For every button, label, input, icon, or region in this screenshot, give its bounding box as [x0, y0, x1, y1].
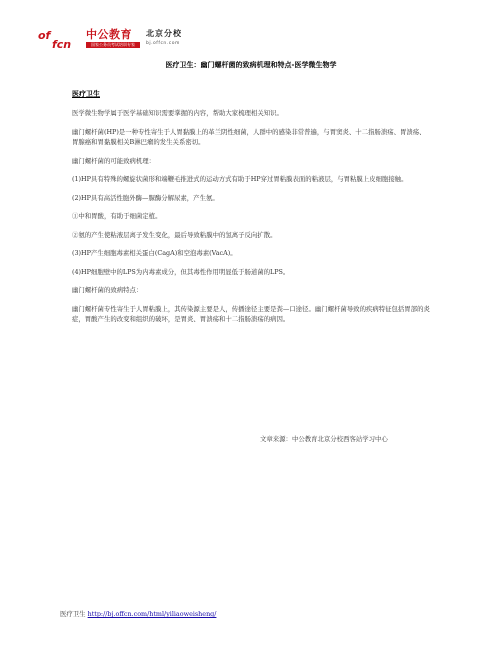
document-body	[72, 108, 430, 333]
paragraph: 幽门螺杆菌的致病特点：	[72, 286, 143, 294]
section-heading[interactable]: 医疗卫生	[72, 89, 100, 98]
offcn-logo-icon	[38, 29, 84, 49]
article-source: 文章来源：中公教育北京分校西客站学习中心	[260, 435, 388, 443]
document-title: 医疗卫生：幽门螺杆菌的致病机理和特点-医学微生物学	[165, 60, 337, 69]
paragraph: 医学微生物学属于医学基础知识需要掌握的内容，帮助大家梳理相关知识。	[72, 109, 283, 117]
footer-label: 医疗卫生	[60, 610, 88, 618]
brand-tagline: 国家公务员考试培训专家	[86, 42, 140, 48]
paragraph: (3)HP产生细胞毒素相关蛋白(CagA)和空泡毒素(VacA)。	[72, 249, 237, 257]
svg-text:of: of	[38, 29, 51, 42]
paragraph: 幽门螺杆菌专性寄生于人胃粘膜上，其传染源主要是人，传播途径主要是粪—口途径。幽门螺杆菌导致的疾病特征包括胃部的炎症，胃酸产生的改变和组织的破坏，是胃炎、胃溃疡和十二指肠溃疡的病因。	[72, 304, 430, 323]
brand-name: 中公教育	[86, 28, 132, 41]
paragraph: (2)HP具有高活性胞外酶—脲酶分解尿素，产生氨。	[72, 193, 219, 202]
paragraph: (4)HP细胞壁中的LPS为内毒素成分，但其毒性作用明显低于肠道菌的LPS。	[72, 267, 290, 276]
footer-link[interactable]: http://bj.offcn.com/html/yiliaoweisheng/	[87, 610, 217, 618]
paragraph: 幽门螺杆菌(HP)是一种专性寄生于人胃黏膜上的革兰阴性细菌，人群中的感染非常普遍，与胃窦炎、十二指肠溃疡、胃溃疡、胃腺癌和胃黏膜相关B淋巴瘤的发生关系密切。	[72, 127, 426, 146]
paragraph: ①中和胃酸，有助于细菌定植。	[72, 212, 162, 220]
paragraph: 幽门螺杆菌的可能致病机理：	[72, 156, 156, 165]
paragraph: ②氨的产生使粘液层离子发生变化，最后导致粘膜中的氢离子反向扩散。	[72, 230, 277, 239]
branch-name: 北京分校	[146, 29, 182, 38]
svg-text:fcn: fcn	[52, 38, 72, 49]
page-header	[38, 28, 208, 50]
paragraph: (1)HP具有特殊的螺旋状菌形和端鞭毛推进式的运动方式有助于HP穿过胃粘膜表面的粘液层，与胃粘膜上皮细胞接触。	[72, 175, 408, 183]
branch-url: bj.offcn.com	[146, 41, 180, 46]
page-footer	[60, 609, 216, 619]
